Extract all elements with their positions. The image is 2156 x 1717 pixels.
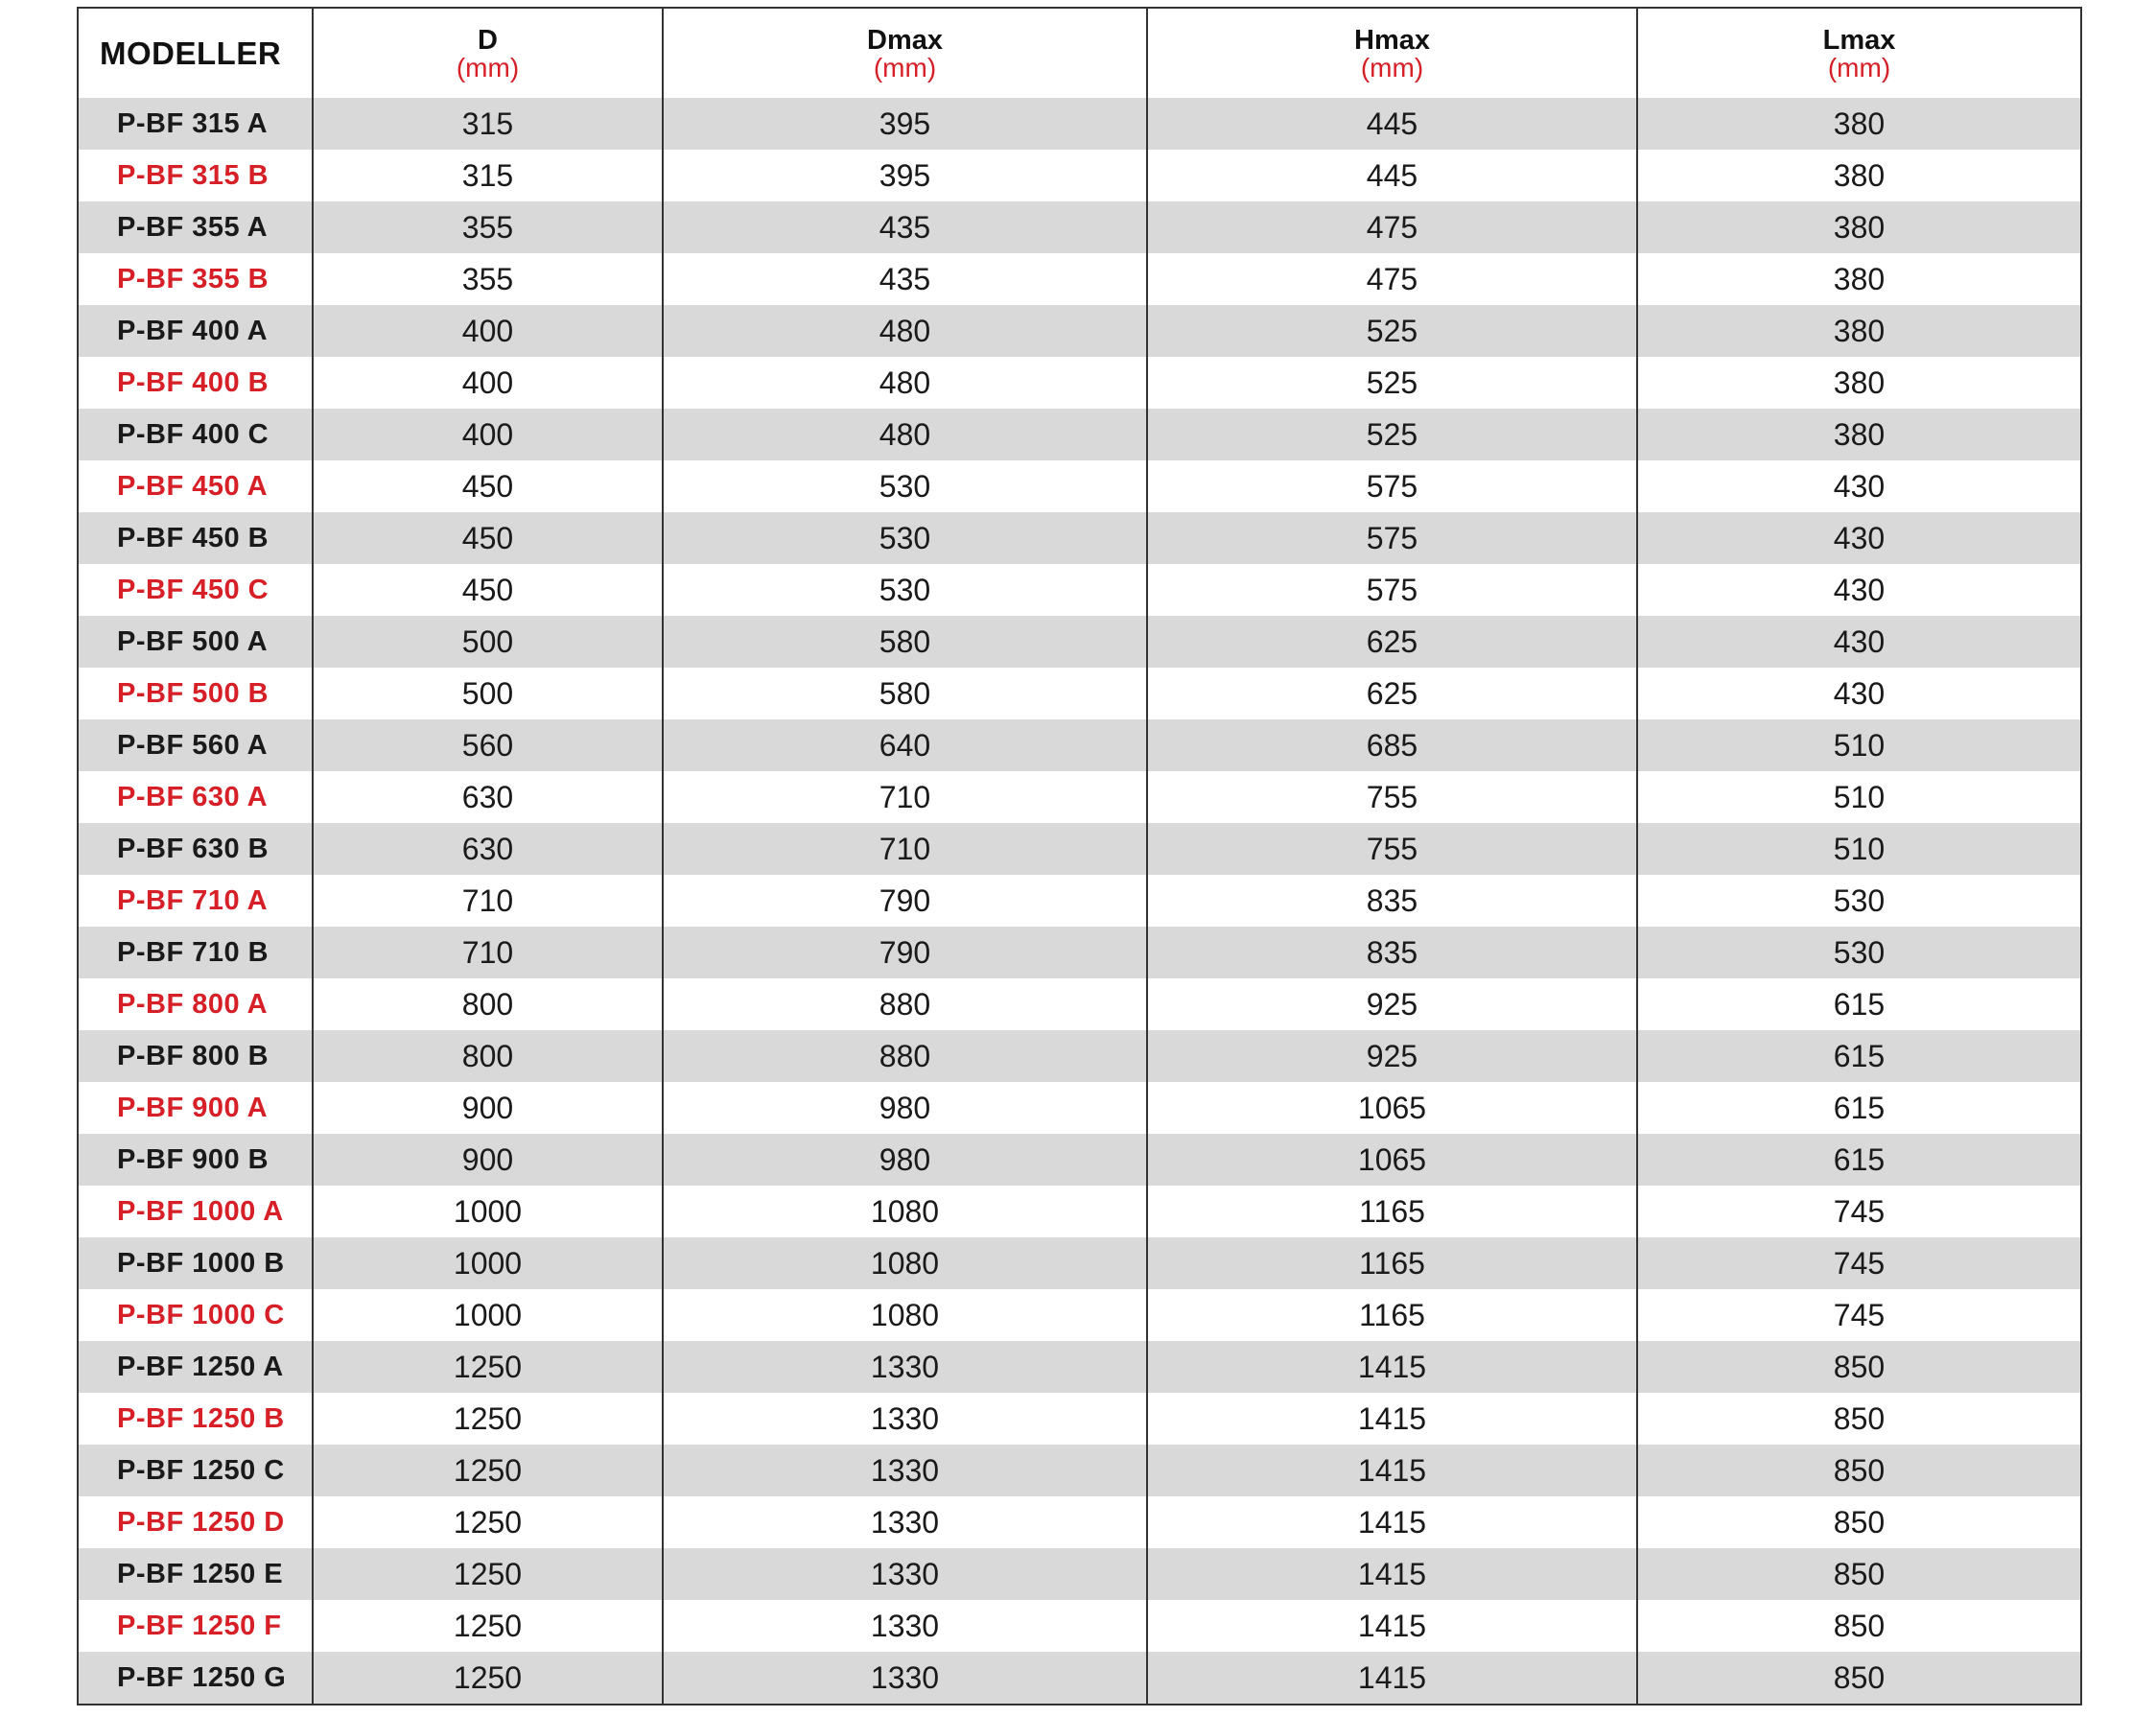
cell-dmax: 1330 bbox=[663, 1445, 1147, 1496]
cell-d: 900 bbox=[313, 1082, 663, 1134]
table-row bbox=[79, 1652, 2080, 1704]
header-hmax bbox=[1147, 9, 1637, 98]
cell-d: 315 bbox=[313, 150, 663, 201]
cell-hmax: 575 bbox=[1147, 460, 1637, 512]
cell-lmax: 850 bbox=[1637, 1652, 2080, 1704]
table-row bbox=[79, 823, 2080, 875]
cell-model: P-BF 1250 E bbox=[79, 1548, 313, 1600]
cell-hmax: 625 bbox=[1147, 668, 1637, 719]
cell-lmax: 380 bbox=[1637, 98, 2080, 150]
table-row bbox=[79, 1134, 2080, 1186]
cell-hmax: 1415 bbox=[1147, 1652, 1637, 1704]
cell-dmax: 1330 bbox=[663, 1341, 1147, 1393]
cell-lmax: 380 bbox=[1637, 357, 2080, 409]
cell-d: 500 bbox=[313, 616, 663, 668]
header-label: D bbox=[478, 24, 498, 56]
cell-model: P-BF 500 B bbox=[79, 668, 313, 719]
cell-model: P-BF 800 B bbox=[79, 1030, 313, 1082]
cell-lmax: 430 bbox=[1637, 460, 2080, 512]
cell-lmax: 615 bbox=[1637, 1030, 2080, 1082]
table-row bbox=[79, 1030, 2080, 1082]
cell-model: P-BF 560 A bbox=[79, 719, 313, 771]
cell-dmax: 880 bbox=[663, 1030, 1147, 1082]
cell-d: 1250 bbox=[313, 1445, 663, 1496]
cell-dmax: 1330 bbox=[663, 1496, 1147, 1548]
header-unit: (mm) bbox=[1827, 52, 1891, 82]
table-row bbox=[79, 978, 2080, 1030]
cell-model: P-BF 630 A bbox=[79, 771, 313, 823]
cell-dmax: 530 bbox=[663, 460, 1147, 512]
cell-hmax: 445 bbox=[1147, 150, 1637, 201]
cell-dmax: 1330 bbox=[663, 1393, 1147, 1445]
cell-dmax: 790 bbox=[663, 927, 1147, 978]
table-row bbox=[79, 460, 2080, 512]
cell-dmax: 530 bbox=[663, 512, 1147, 564]
cell-d: 450 bbox=[313, 512, 663, 564]
table-row bbox=[79, 357, 2080, 409]
cell-lmax: 615 bbox=[1637, 1134, 2080, 1186]
cell-lmax: 380 bbox=[1637, 409, 2080, 460]
table-row bbox=[79, 1341, 2080, 1393]
cell-lmax: 380 bbox=[1637, 201, 2080, 253]
cell-lmax: 380 bbox=[1637, 253, 2080, 305]
cell-lmax: 430 bbox=[1637, 668, 2080, 719]
cell-hmax: 755 bbox=[1147, 771, 1637, 823]
cell-lmax: 530 bbox=[1637, 927, 2080, 978]
cell-model: P-BF 1250 B bbox=[79, 1393, 313, 1445]
cell-lmax: 510 bbox=[1637, 719, 2080, 771]
table-row bbox=[79, 771, 2080, 823]
table-row bbox=[79, 1600, 2080, 1652]
cell-model: P-BF 900 B bbox=[79, 1134, 313, 1186]
cell-lmax: 510 bbox=[1637, 771, 2080, 823]
table-row bbox=[79, 564, 2080, 616]
cell-lmax: 745 bbox=[1637, 1237, 2080, 1289]
cell-d: 800 bbox=[313, 978, 663, 1030]
cell-d: 500 bbox=[313, 668, 663, 719]
cell-model: P-BF 450 B bbox=[79, 512, 313, 564]
cell-lmax: 430 bbox=[1637, 512, 2080, 564]
cell-model: P-BF 1250 A bbox=[79, 1341, 313, 1393]
header-modeller bbox=[79, 9, 313, 98]
cell-hmax: 445 bbox=[1147, 98, 1637, 150]
cell-d: 1000 bbox=[313, 1186, 663, 1237]
cell-hmax: 475 bbox=[1147, 253, 1637, 305]
header-label: Dmax bbox=[867, 24, 943, 56]
cell-dmax: 435 bbox=[663, 201, 1147, 253]
table-row bbox=[79, 305, 2080, 357]
header-d bbox=[313, 9, 663, 98]
cell-dmax: 395 bbox=[663, 150, 1147, 201]
header-unit: (mm) bbox=[1360, 52, 1424, 82]
cell-d: 400 bbox=[313, 357, 663, 409]
cell-lmax: 850 bbox=[1637, 1393, 2080, 1445]
cell-hmax: 1415 bbox=[1147, 1341, 1637, 1393]
header-unit: (mm) bbox=[456, 52, 520, 82]
cell-lmax: 850 bbox=[1637, 1445, 2080, 1496]
table-row bbox=[79, 150, 2080, 201]
cell-model: P-BF 355 B bbox=[79, 253, 313, 305]
cell-dmax: 1080 bbox=[663, 1289, 1147, 1341]
table-row bbox=[79, 719, 2080, 771]
cell-d: 710 bbox=[313, 875, 663, 927]
cell-model: P-BF 1000 C bbox=[79, 1289, 313, 1341]
cell-hmax: 625 bbox=[1147, 616, 1637, 668]
cell-lmax: 850 bbox=[1637, 1341, 2080, 1393]
cell-dmax: 710 bbox=[663, 823, 1147, 875]
cell-d: 1250 bbox=[313, 1652, 663, 1704]
cell-d: 710 bbox=[313, 927, 663, 978]
table-row bbox=[79, 1548, 2080, 1600]
cell-d: 450 bbox=[313, 564, 663, 616]
cell-d: 400 bbox=[313, 409, 663, 460]
cell-d: 560 bbox=[313, 719, 663, 771]
cell-model: P-BF 355 A bbox=[79, 201, 313, 253]
cell-hmax: 575 bbox=[1147, 512, 1637, 564]
header-label: Hmax bbox=[1354, 24, 1430, 56]
cell-model: P-BF 900 A bbox=[79, 1082, 313, 1134]
cell-dmax: 980 bbox=[663, 1134, 1147, 1186]
cell-model: P-BF 1000 B bbox=[79, 1237, 313, 1289]
cell-d: 450 bbox=[313, 460, 663, 512]
header-unit: (mm) bbox=[873, 52, 937, 82]
cell-hmax: 835 bbox=[1147, 927, 1637, 978]
cell-hmax: 1165 bbox=[1147, 1237, 1637, 1289]
table-row bbox=[79, 1445, 2080, 1496]
cell-dmax: 790 bbox=[663, 875, 1147, 927]
cell-hmax: 1065 bbox=[1147, 1134, 1637, 1186]
cell-lmax: 745 bbox=[1637, 1186, 2080, 1237]
spec-table-container bbox=[77, 7, 2082, 1705]
cell-dmax: 480 bbox=[663, 305, 1147, 357]
table-row bbox=[79, 1496, 2080, 1548]
cell-lmax: 380 bbox=[1637, 305, 2080, 357]
cell-hmax: 1065 bbox=[1147, 1082, 1637, 1134]
cell-d: 1000 bbox=[313, 1237, 663, 1289]
cell-lmax: 850 bbox=[1637, 1548, 2080, 1600]
cell-dmax: 435 bbox=[663, 253, 1147, 305]
table-row bbox=[79, 1186, 2080, 1237]
header-row bbox=[79, 9, 2080, 98]
cell-d: 1250 bbox=[313, 1341, 663, 1393]
cell-hmax: 525 bbox=[1147, 409, 1637, 460]
table-header bbox=[79, 9, 2080, 98]
cell-dmax: 1080 bbox=[663, 1237, 1147, 1289]
cell-d: 1000 bbox=[313, 1289, 663, 1341]
cell-hmax: 1415 bbox=[1147, 1445, 1637, 1496]
cell-dmax: 1330 bbox=[663, 1652, 1147, 1704]
cell-model: P-BF 1250 F bbox=[79, 1600, 313, 1652]
cell-d: 1250 bbox=[313, 1393, 663, 1445]
cell-hmax: 1165 bbox=[1147, 1289, 1637, 1341]
cell-d: 1250 bbox=[313, 1548, 663, 1600]
cell-lmax: 615 bbox=[1637, 978, 2080, 1030]
cell-dmax: 1330 bbox=[663, 1600, 1147, 1652]
header-label: MODELLER bbox=[100, 35, 282, 71]
cell-dmax: 880 bbox=[663, 978, 1147, 1030]
cell-model: P-BF 450 C bbox=[79, 564, 313, 616]
header-label: Lmax bbox=[1822, 24, 1896, 56]
table-row bbox=[79, 875, 2080, 927]
table-row bbox=[79, 927, 2080, 978]
table-row bbox=[79, 201, 2080, 253]
cell-dmax: 480 bbox=[663, 409, 1147, 460]
cell-d: 355 bbox=[313, 253, 663, 305]
cell-d: 1250 bbox=[313, 1600, 663, 1652]
cell-model: P-BF 315 A bbox=[79, 98, 313, 150]
header-dmax bbox=[663, 9, 1147, 98]
table-row bbox=[79, 512, 2080, 564]
table-row bbox=[79, 253, 2080, 305]
cell-d: 800 bbox=[313, 1030, 663, 1082]
cell-hmax: 1415 bbox=[1147, 1600, 1637, 1652]
cell-model: P-BF 1250 D bbox=[79, 1496, 313, 1548]
cell-hmax: 1165 bbox=[1147, 1186, 1637, 1237]
cell-lmax: 510 bbox=[1637, 823, 2080, 875]
cell-model: P-BF 400 C bbox=[79, 409, 313, 460]
table-row bbox=[79, 409, 2080, 460]
table-row bbox=[79, 98, 2080, 150]
table-row bbox=[79, 1082, 2080, 1134]
cell-dmax: 1330 bbox=[663, 1548, 1147, 1600]
cell-model: P-BF 630 B bbox=[79, 823, 313, 875]
table-row bbox=[79, 1393, 2080, 1445]
cell-hmax: 1415 bbox=[1147, 1496, 1637, 1548]
cell-dmax: 980 bbox=[663, 1082, 1147, 1134]
cell-d: 355 bbox=[313, 201, 663, 253]
cell-hmax: 525 bbox=[1147, 305, 1637, 357]
cell-d: 1250 bbox=[313, 1496, 663, 1548]
cell-hmax: 525 bbox=[1147, 357, 1637, 409]
cell-dmax: 395 bbox=[663, 98, 1147, 150]
cell-lmax: 745 bbox=[1637, 1289, 2080, 1341]
cell-lmax: 850 bbox=[1637, 1496, 2080, 1548]
cell-lmax: 430 bbox=[1637, 564, 2080, 616]
cell-hmax: 925 bbox=[1147, 1030, 1637, 1082]
cell-model: P-BF 1000 A bbox=[79, 1186, 313, 1237]
cell-d: 315 bbox=[313, 98, 663, 150]
cell-lmax: 430 bbox=[1637, 616, 2080, 668]
table-row bbox=[79, 668, 2080, 719]
cell-model: P-BF 315 B bbox=[79, 150, 313, 201]
cell-hmax: 575 bbox=[1147, 564, 1637, 616]
cell-model: P-BF 710 B bbox=[79, 927, 313, 978]
cell-model: P-BF 400 B bbox=[79, 357, 313, 409]
spec-table bbox=[79, 9, 2080, 1704]
cell-hmax: 755 bbox=[1147, 823, 1637, 875]
table-row bbox=[79, 1289, 2080, 1341]
cell-model: P-BF 710 A bbox=[79, 875, 313, 927]
cell-model: P-BF 400 A bbox=[79, 305, 313, 357]
cell-lmax: 380 bbox=[1637, 150, 2080, 201]
cell-hmax: 1415 bbox=[1147, 1548, 1637, 1600]
table-body bbox=[79, 98, 2080, 1704]
cell-hmax: 1415 bbox=[1147, 1393, 1637, 1445]
cell-lmax: 530 bbox=[1637, 875, 2080, 927]
cell-d: 400 bbox=[313, 305, 663, 357]
cell-dmax: 640 bbox=[663, 719, 1147, 771]
cell-model: P-BF 500 A bbox=[79, 616, 313, 668]
cell-dmax: 580 bbox=[663, 668, 1147, 719]
cell-dmax: 530 bbox=[663, 564, 1147, 616]
table-row bbox=[79, 1237, 2080, 1289]
cell-d: 900 bbox=[313, 1134, 663, 1186]
cell-hmax: 685 bbox=[1147, 719, 1637, 771]
cell-model: P-BF 450 A bbox=[79, 460, 313, 512]
cell-hmax: 925 bbox=[1147, 978, 1637, 1030]
cell-lmax: 615 bbox=[1637, 1082, 2080, 1134]
cell-d: 630 bbox=[313, 823, 663, 875]
cell-hmax: 475 bbox=[1147, 201, 1637, 253]
header-lmax bbox=[1637, 9, 2080, 98]
cell-model: P-BF 1250 C bbox=[79, 1445, 313, 1496]
table-row bbox=[79, 616, 2080, 668]
cell-dmax: 710 bbox=[663, 771, 1147, 823]
cell-dmax: 580 bbox=[663, 616, 1147, 668]
cell-model: P-BF 800 A bbox=[79, 978, 313, 1030]
cell-dmax: 1080 bbox=[663, 1186, 1147, 1237]
cell-model: P-BF 1250 G bbox=[79, 1652, 313, 1704]
cell-d: 630 bbox=[313, 771, 663, 823]
cell-dmax: 480 bbox=[663, 357, 1147, 409]
cell-hmax: 835 bbox=[1147, 875, 1637, 927]
cell-lmax: 850 bbox=[1637, 1600, 2080, 1652]
